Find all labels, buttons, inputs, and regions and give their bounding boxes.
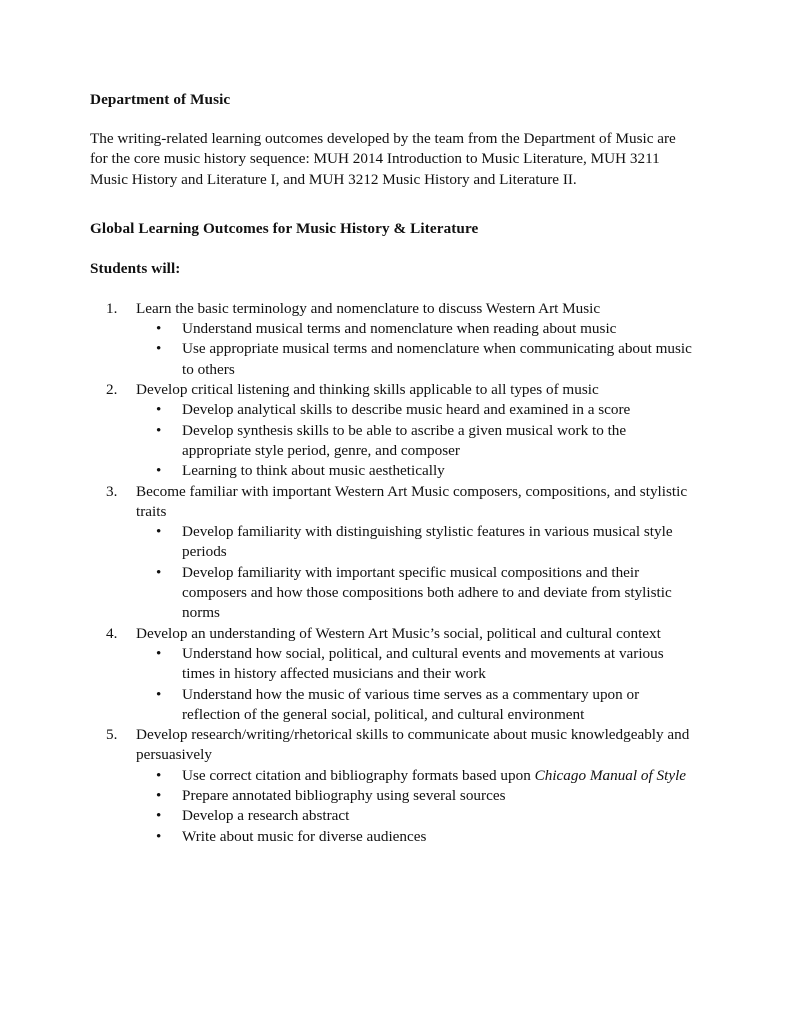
sublist-item [136, 685, 693, 726]
bullet-icon: • [156, 827, 162, 845]
sublist-item-text [182, 766, 693, 786]
sublist [136, 766, 693, 847]
bullet-icon: • [156, 685, 162, 703]
bullet-icon: • [156, 787, 162, 805]
sublist-item [136, 421, 693, 462]
list-item [90, 380, 693, 481]
sublist-item [136, 400, 693, 420]
list-item [90, 725, 693, 847]
sublist-item [136, 319, 693, 339]
list-item-text: Develop an understanding of Western Art Music’s social, political and cultural context [136, 624, 661, 642]
list-item [90, 624, 693, 725]
bullet-icon: • [156, 563, 162, 581]
citation-title-italic: Chicago Manual of Style [534, 766, 687, 784]
sublist-item-text: Learning to think about music aesthetically [182, 462, 445, 480]
sublist-item-text: Prepare annotated bibliography using several sources [182, 787, 506, 805]
sublist-item-text: Develop familiarity with distinguishing stylistic features in various musical style periods [182, 523, 673, 561]
list-item-text: Develop research/writing/rhetorical skills to communicate about music knowledgeably and persuasively [136, 726, 690, 764]
list-item-text: Become familiar with important Western Art Music composers, compositions, and stylistic traits [136, 482, 688, 520]
sublist [136, 644, 693, 725]
sublist-item [136, 522, 693, 563]
list-number: 3. [106, 482, 118, 500]
sublist-item-text: Develop familiarity with important specific musical compositions and their composers and how those compositions both adhere to and deviate from stylistic norms [182, 563, 672, 622]
sublist-item-text: Write about music for diverse audiences [182, 827, 427, 845]
sublist-item-text: Develop synthesis skills to be able to ascribe a given musical work to the appropriate style period, genre, and composer [182, 421, 627, 459]
bullet-icon: • [156, 340, 162, 358]
sublist-item [136, 461, 693, 481]
sublist [136, 319, 693, 380]
bullet-icon: • [156, 462, 162, 480]
list-item-text: Develop critical listening and thinking skills applicable to all types of music [136, 381, 599, 399]
section-heading: Global Learning Outcomes for Music History & Literature [90, 219, 479, 237]
bullet-icon: • [156, 320, 162, 338]
bullet-icon: • [156, 421, 162, 439]
intro-paragraph: The writing-related learning outcomes developed by the team from the Department of Music are for the core music history sequence: MUH 2014 Introduction to Music Literature, MUH 3211 Music History and Literature I, and MUH 3212 Music History and Literature II. [90, 130, 676, 188]
list-number: 5. [106, 726, 118, 744]
sublist-item [136, 766, 693, 786]
learning-outcomes-list [90, 299, 693, 847]
page-title: Department of Music [90, 91, 231, 108]
sublist-item-text: Use appropriate musical terms and nomenclature when communicating about music to others [182, 340, 692, 378]
sublist-item-text: Develop a research abstract [182, 807, 350, 825]
bullet-icon: • [156, 523, 162, 541]
sublist-item [136, 563, 693, 624]
list-number: 2. [106, 381, 118, 399]
sublist-item-text: Develop analytical skills to describe music heard and examined in a score [182, 401, 631, 419]
sublist-item [136, 806, 693, 826]
sublist [136, 400, 693, 481]
citation-prefix-text: Use correct citation and bibliography formats based upon [182, 766, 535, 784]
list-number: 1. [106, 299, 118, 317]
bullet-icon: • [156, 401, 162, 419]
list-item [90, 482, 693, 624]
list-number: 4. [106, 624, 118, 642]
sublist-item-text: Understand musical terms and nomenclature when reading about music [182, 320, 617, 338]
bullet-icon: • [156, 807, 162, 825]
sublist-item-text: Understand how social, political, and cultural events and movements at various times in history affected musicians and their work [182, 644, 664, 683]
sublist-item-text: Understand how the music of various time serves as a commentary upon or reflection of the general social, political, and cultural environment [182, 685, 640, 723]
sublist-item [136, 644, 693, 685]
list-intro-label: Students will: [90, 259, 181, 277]
bullet-icon: • [156, 766, 162, 784]
sublist-item [136, 339, 693, 380]
sublist [136, 522, 693, 623]
sublist-item [136, 786, 693, 806]
bullet-icon: • [156, 644, 162, 662]
list-item-text: Learn the basic terminology and nomenclature to discuss Western Art Music [136, 299, 601, 317]
list-item [90, 299, 693, 380]
sublist-item [136, 827, 693, 847]
